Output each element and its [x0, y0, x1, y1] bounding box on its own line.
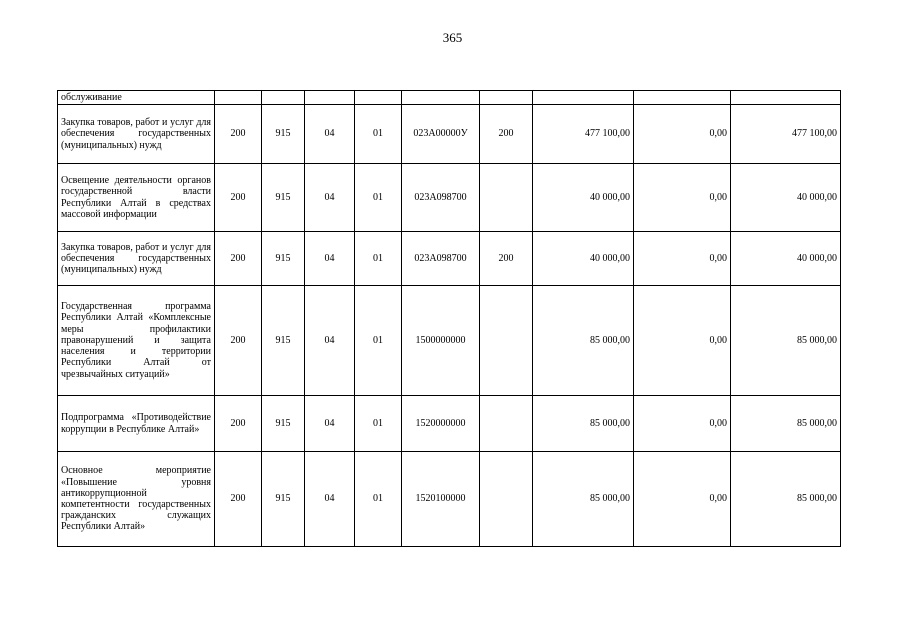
amount-2-cell: 0,00 [634, 105, 731, 164]
table-row [58, 164, 841, 232]
row-description: Освещение деятельности органов государственной власти Республики Алтай в средствах массовой информации [58, 164, 215, 232]
column-2-cell: 915 [262, 164, 305, 232]
target-code-cell [402, 91, 480, 105]
column-2-cell: 915 [262, 105, 305, 164]
amount-3-cell: 40 000,00 [731, 232, 841, 286]
page-number: 365 [442, 30, 463, 45]
amount-3-cell: 477 100,00 [731, 105, 841, 164]
amount-1-cell [533, 91, 634, 105]
column-2-cell: 915 [262, 286, 305, 396]
expense-type-cell [480, 91, 533, 105]
column-1-cell: 200 [215, 286, 262, 396]
amount-2-cell: 0,00 [634, 452, 731, 547]
row-description: Основное мероприятие «Повышение уровня антикоррупционной компетентности государственных гражданских служащих Республики Алтай» [58, 452, 215, 547]
column-3-cell: 04 [305, 105, 355, 164]
amount-2-cell: 0,00 [634, 286, 731, 396]
column-1-cell: 200 [215, 232, 262, 286]
column-4-cell: 01 [355, 286, 402, 396]
row-description: Закупка товаров, работ и услуг для обеспечения государственных (муниципальных) нужд [58, 105, 215, 164]
column-3-cell: 04 [305, 286, 355, 396]
amount-1-cell: 40 000,00 [533, 232, 634, 286]
amount-1-cell: 40 000,00 [533, 164, 634, 232]
target-code-cell: 1500000000 [402, 286, 480, 396]
amount-3-cell: 40 000,00 [731, 164, 841, 232]
column-3-cell: 04 [305, 232, 355, 286]
target-code-cell: 1520000000 [402, 396, 480, 452]
table-row [58, 396, 841, 452]
row-description: Государственная программа Республики Алтай «Комплексные меры профилактики правонарушений и защита населения и территории Республики Алтай от чрезвычайных ситуаций» [58, 286, 215, 396]
amount-3-cell: 85 000,00 [731, 396, 841, 452]
expense-type-cell [480, 452, 533, 547]
expense-type-cell [480, 286, 533, 396]
column-2-cell: 915 [262, 232, 305, 286]
target-code-cell: 023А098700 [402, 164, 480, 232]
amount-2-cell: 0,00 [634, 396, 731, 452]
column-1-cell: 200 [215, 105, 262, 164]
column-1-cell: 200 [215, 164, 262, 232]
column-1-cell: 200 [215, 452, 262, 547]
amount-2-cell: 0,00 [634, 164, 731, 232]
amount-2-cell [634, 91, 731, 105]
amount-3-cell [731, 91, 841, 105]
row-description: Подпрограмма «Противодействие коррупции в Республике Алтай» [58, 396, 215, 452]
column-4-cell: 01 [355, 452, 402, 547]
column-1-cell: 200 [215, 396, 262, 452]
column-4-cell [355, 91, 402, 105]
column-3-cell: 04 [305, 396, 355, 452]
amount-3-cell: 85 000,00 [731, 286, 841, 396]
expense-type-cell [480, 396, 533, 452]
column-4-cell: 01 [355, 232, 402, 286]
target-code-cell: 023А00000У [402, 105, 480, 164]
target-code-cell: 023А098700 [402, 232, 480, 286]
column-1-cell [215, 91, 262, 105]
row-description: Закупка товаров, работ и услуг для обеспечения государственных (муниципальных) нужд [58, 232, 215, 286]
expense-type-cell [480, 164, 533, 232]
column-3-cell: 04 [305, 452, 355, 547]
table-row [58, 286, 841, 396]
table-row [58, 91, 841, 105]
amount-2-cell: 0,00 [634, 232, 731, 286]
expense-type-cell: 200 [480, 105, 533, 164]
column-2-cell: 915 [262, 396, 305, 452]
amount-1-cell: 477 100,00 [533, 105, 634, 164]
amount-1-cell: 85 000,00 [533, 396, 634, 452]
budget-table [57, 90, 841, 547]
amount-3-cell: 85 000,00 [731, 452, 841, 547]
column-2-cell [262, 91, 305, 105]
column-4-cell: 01 [355, 105, 402, 164]
amount-1-cell: 85 000,00 [533, 286, 634, 396]
table-row [58, 105, 841, 164]
column-3-cell [305, 91, 355, 105]
row-description: обслуживание [58, 91, 215, 105]
target-code-cell: 1520100000 [402, 452, 480, 547]
column-4-cell: 01 [355, 164, 402, 232]
column-3-cell: 04 [305, 164, 355, 232]
column-4-cell: 01 [355, 396, 402, 452]
table-row [58, 232, 841, 286]
expense-type-cell: 200 [480, 232, 533, 286]
column-2-cell: 915 [262, 452, 305, 547]
amount-1-cell: 85 000,00 [533, 452, 634, 547]
table-row [58, 452, 841, 547]
